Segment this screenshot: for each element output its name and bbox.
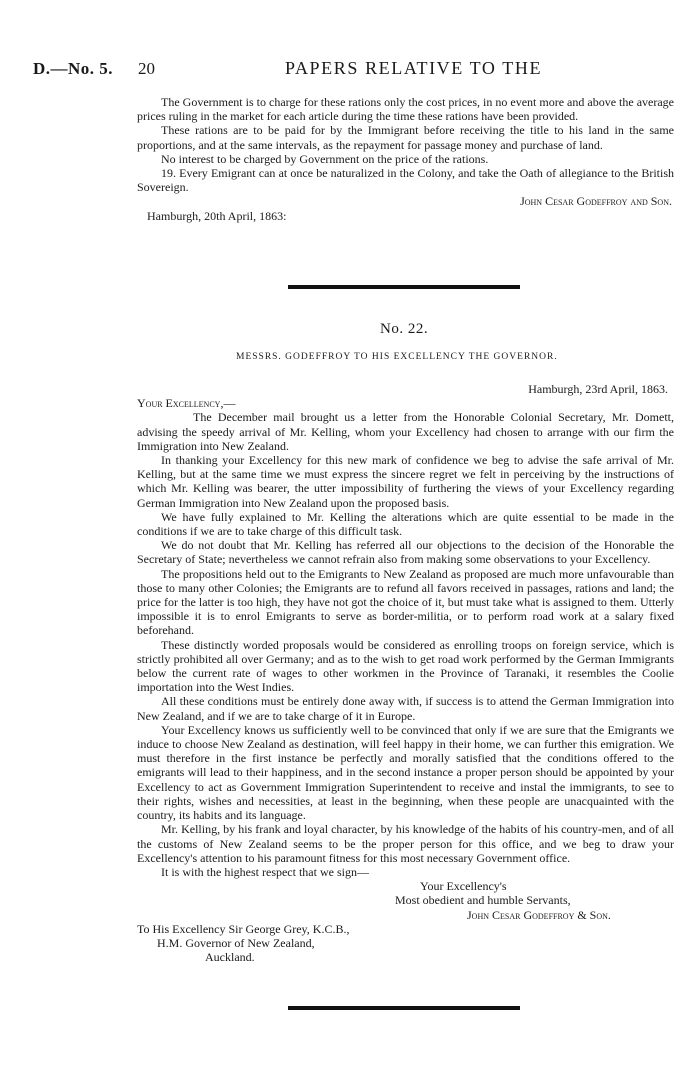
paragraph: We do not doubt that Mr. Kelling has referred all our objections to the decision of the Honorable the Secretary of State; nevertheless we cannot refrain also from making some observations to your Excellency.: [137, 538, 674, 567]
letter-signature: John Cesar Godeffroy & Son.: [467, 907, 611, 922]
address-line: To His Excellency Sir George Grey, K.C.B.,: [137, 921, 350, 936]
address-line: Auckland.: [205, 950, 255, 965]
paragraph: The propositions held out to the Emigrants to New Zealand as proposed are much more unfavourable than those to many other Colonies; the Emigrants are to refund all favors received in passages, rations and land; the price for the latter is too high, they have not got the choice of it, but must take what is assigned to them. Utterly impossible it is to enrol Emigrants to serve as border-militia, or to perform road work at a salary fixed beforehand.: [137, 566, 674, 638]
paragraph: All these conditions must be entirely done away with, if success is to attend the German Immigration into New Zealand, and if we are to take charge of it in Europe.: [137, 694, 674, 723]
paragraph: No interest to be charged by Government on the price of the rations.: [161, 151, 489, 166]
letter-subheading: MESSRS. GODEFFROY TO HIS EXCELLENCY THE GOVERNOR.: [236, 352, 558, 362]
closing-line: Most obedient and humble Servants,: [395, 893, 571, 908]
paragraph: We have fully explained to Mr. Kelling the alterations which are quite essential to be made in the conditions if we are to take charge of this difficult task.: [137, 509, 674, 539]
salutation: Your Excellency,—: [137, 396, 236, 411]
paragraph: The December mail brought us a letter from the Honorable Colonial Secretary, Mr. Domett, advising the speedy arrival of Mr. Kelling, whom your Excellency had chosen to arrange with our firm the Immigration into New Zealand.: [137, 410, 674, 453]
paragraph: Mr. Kelling, by his frank and loyal character, by his knowledge of the habits of his country-men, and of all the customs of New Zealand seems to be the proper person for this office, and we beg to draw your Excellency's attention to his paramount fitness for this most necessary Government office.: [137, 822, 674, 865]
paragraph: In thanking your Excellency for this new mark of confidence we beg to advise the safe arrival of Mr. Kelling, but at the same time we must express the sincere regret we felt in perceiving by the instructions of which Mr. Kelling was bearer, the utter impossibility of furthering the views of your Excellency regarding German Immigration into New Zealand upon the proposed basis.: [137, 453, 674, 510]
paragraph: 19. Every Emigrant can at once be naturalized in the Colony, and take the Oath of allegiance to the British Sovereign.: [137, 166, 674, 195]
place-date: Hamburgh, 20th April, 1863:: [147, 208, 287, 223]
signature: John Cesar Godeffroy and Son.: [520, 194, 672, 209]
running-title: PAPERS RELATIVE TO THE: [285, 58, 543, 78]
page-number: 20: [138, 59, 155, 78]
document-reference: D.—No. 5.: [33, 59, 114, 78]
letter-number: No. 22.: [380, 321, 429, 337]
divider-rule: [288, 1006, 520, 1010]
paragraph: Your Excellency knows us sufficiently well to be convinced that only if we are sure that the Emigrants we induce to choose New Zealand as destination, will feel happy in their home, we can further this emigration. We must therefore in the first instance be perfectly and morally satisfied that the conditions offered to the emigrants will lead to their happiness, and in the second instance a proper person should be appointed by your Excellency to act as Government Immigration Superintendent to receive and instal the immigrants, to see to their rights, wishes and necessities, at least in the beginning, when these people are unacquainted with the country, its habits and its language.: [137, 722, 674, 823]
paragraph: These distinctly worded proposals would be considered as enrolling troops on foreign service, which is strictly prohibited all over Germany; and as to the wish to get road work performed by the German Immigrants below the current rate of wages to other workmen in the Province of Taranaki, it resembles the Coolie importation into the West Indies.: [137, 637, 674, 695]
paragraph: The Government is to charge for these rations only the cost prices, in no event more and above the average prices ruling in the market for each article during the time these rations have been provided.: [137, 95, 674, 124]
top-section: [137, 95, 674, 223]
paragraph: These rations are to be paid for by the Immigrant before receiving the title to his land in the same proportions, and at the same intervals, as the repayment for passage money and purchase of land.: [137, 123, 674, 152]
divider-rule: [288, 285, 520, 289]
letter-place-date: Hamburgh, 23rd April, 1863.: [528, 382, 668, 396]
paragraph: It is with the highest respect that we sign—: [161, 864, 369, 879]
address-line: H.M. Governor of New Zealand,: [157, 935, 315, 950]
closing-line: Your Excellency's: [420, 879, 507, 894]
letter-body: [137, 382, 674, 964]
